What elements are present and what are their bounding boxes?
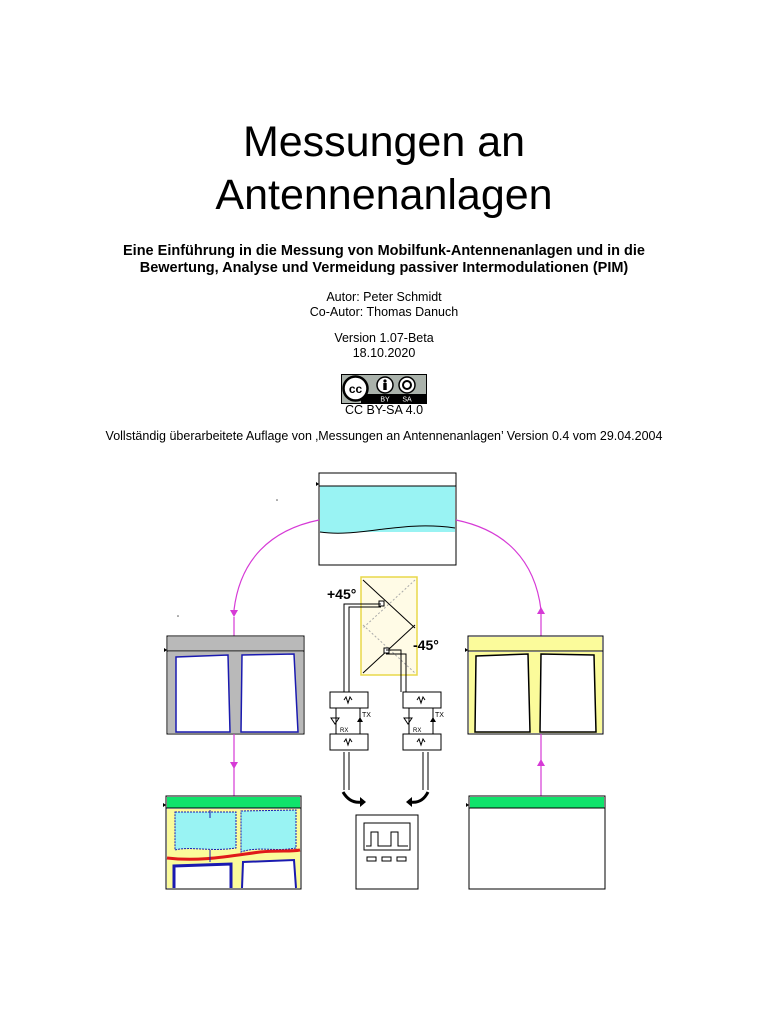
version-number: Version 1.07-Beta xyxy=(334,331,434,345)
rx-label-left: RX xyxy=(340,728,349,734)
document-subtitle xyxy=(0,243,768,277)
subtitle-line-2: Bewertung, Analyse und Vermeidung passiver Intermodulationen (PIM) xyxy=(139,260,629,276)
antenna-element xyxy=(361,577,417,675)
version-block xyxy=(0,331,768,361)
document-title xyxy=(0,116,768,222)
pim-analyzer-instrument xyxy=(356,815,418,889)
cc-by-sa-badge-icon xyxy=(341,374,427,404)
flow-arc-left xyxy=(234,520,319,610)
cc-glyph: cc xyxy=(348,382,363,396)
bottom-right-window xyxy=(466,796,605,889)
version-date: 18.10.2020 xyxy=(352,346,416,360)
title-line-2: Antennenanlagen xyxy=(215,171,553,219)
flow-arc-right xyxy=(456,520,541,610)
author-name: Autor: Peter Schmidt xyxy=(326,290,442,304)
edition-note: Vollständig überarbeitete Auflage von ‚Messungen an Antennenanlagen’ Version 0.4 vom 29.04.2004 xyxy=(105,429,663,443)
right-yellow-window xyxy=(465,636,603,734)
duplexer-right xyxy=(403,692,444,750)
tx-label-right: TX xyxy=(435,712,444,719)
by-glyph: BY xyxy=(380,396,390,404)
tx-label-left: TX xyxy=(362,712,371,719)
polarization-minus-label: -45° xyxy=(413,637,439,653)
measurement-setup-diagram xyxy=(0,460,768,920)
author-block xyxy=(0,290,768,320)
license-label: CC BY-SA 4.0 xyxy=(344,403,424,417)
left-gray-window xyxy=(164,636,304,734)
sa-glyph: SA xyxy=(402,396,412,404)
title-line-1: Messungen an xyxy=(242,118,526,166)
coauthor-name: Co-Autor: Thomas Danuch xyxy=(309,305,459,319)
bottom-left-analysis-window xyxy=(163,796,301,889)
subtitle-line-1: Eine Einführung in die Messung von Mobilfunk-Antennenanlagen und in die xyxy=(123,243,645,259)
polarization-plus-label: +45° xyxy=(327,586,357,602)
rx-label-right: RX xyxy=(413,728,422,734)
duplexer-left xyxy=(330,692,371,750)
top-screen-window xyxy=(316,473,456,565)
